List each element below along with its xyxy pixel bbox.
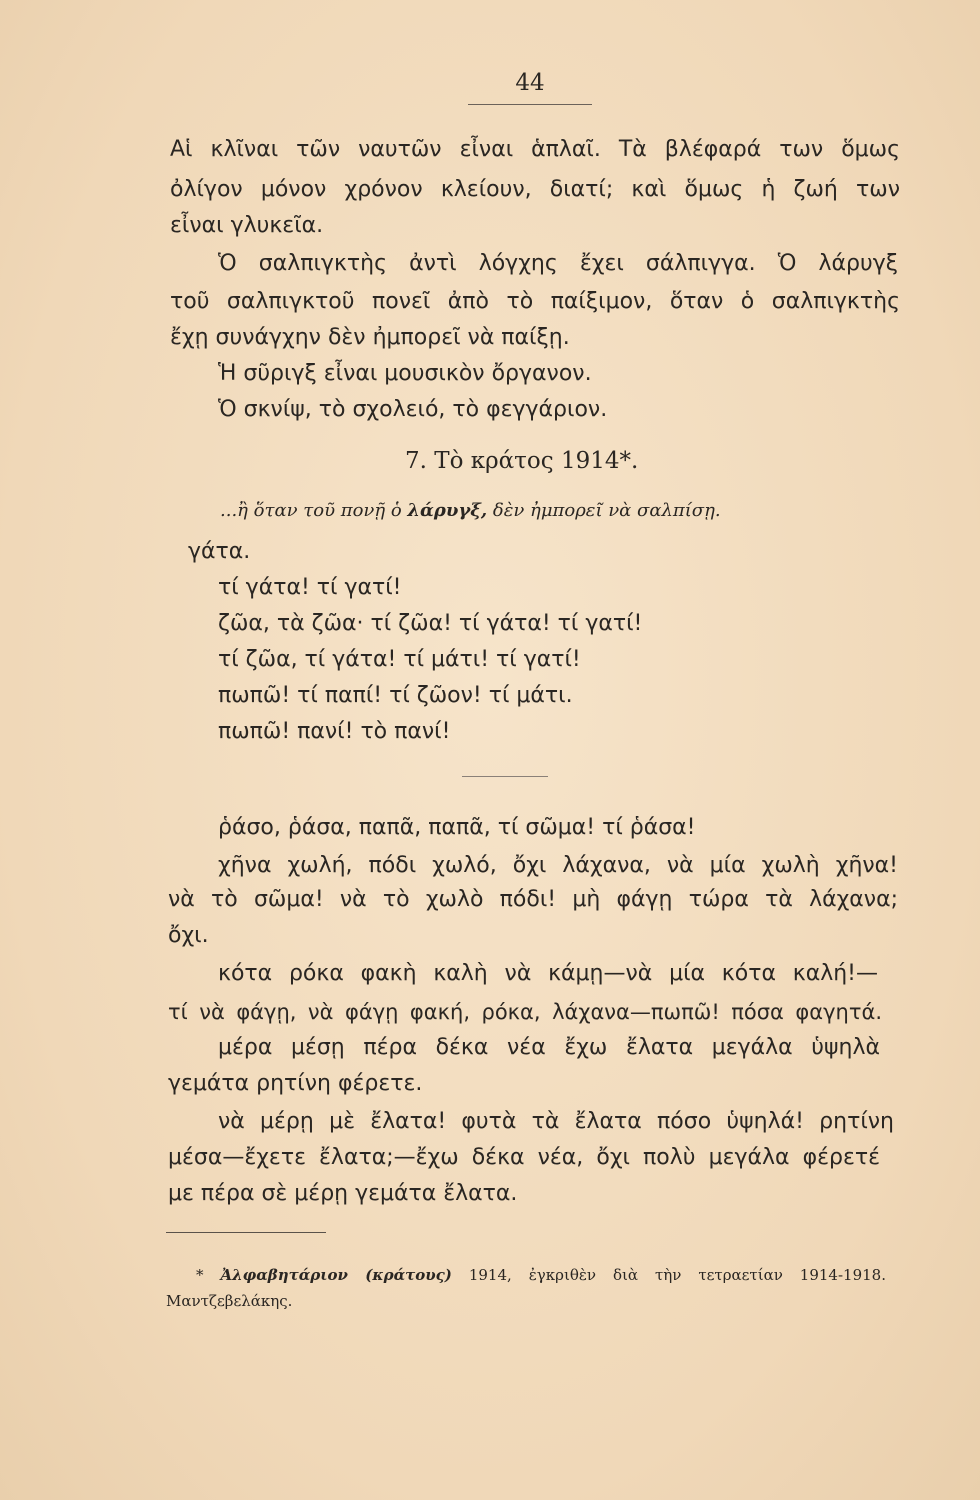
- section-heading: 7. Τὸ κράτος 1914*.: [405, 448, 639, 474]
- page-number: 44: [515, 70, 545, 96]
- stanza2-line1: ῥάσο, ῥάσα, παπᾶ, παπᾶ, τί σῶμα! τί ῥάσα!: [218, 815, 696, 840]
- paragraph2-line2: τοῦ σαλπιγκτοῦ πονεῖ ἀπὸ τὸ παίξιμον, ὅταν ὁ σαλπιγκτὴς: [170, 289, 900, 314]
- stanza2-line4: ὄχι.: [168, 923, 209, 948]
- paragraph1-line3: εἶναι γλυκεῖα.: [170, 213, 324, 238]
- footnote-marker: *: [196, 1266, 204, 1284]
- paragraph3: Ἡ σῦριγξ εἶναι μουσικὸν ὄργανον.: [218, 361, 592, 386]
- footnote: [166, 1262, 886, 1314]
- footnote-text1: 1914, ἐγκριθὲν διὰ τὴν τετραετίαν 1914-1918.: [451, 1266, 886, 1284]
- verse-line-5: πωπῶ! τί παπί! τί ζῶον! τί μάτι.: [218, 683, 573, 708]
- footnote-line1: [166, 1262, 886, 1288]
- footnote-line2: Μαντζεβελάκης.: [166, 1292, 293, 1310]
- stanza2-line5: κότα ρόκα φακὴ καλὴ νὰ κάμῃ—νὰ μία κότα καλή!—: [218, 961, 878, 986]
- stanza2-line2: χῆνα χωλή, πόδι χωλό, ὄχι λάχανα, νὰ μία χωλὴ χῆνα!: [218, 853, 898, 878]
- paragraph2-line3: ἔχῃ συνάγχην δὲν ἠμπορεῖ νὰ παίξῃ.: [170, 325, 570, 350]
- footnote-rule: [166, 1232, 326, 1233]
- stanza2-line8: γεμάτα ρητίνη φέρετε.: [168, 1071, 423, 1096]
- section-separator: [462, 776, 548, 777]
- paragraph2-line1: Ὁ σαλπιγκτὴς ἀντὶ λόγχης ἔχει σάλπιγγα. Ὁ λάρυγξ: [218, 251, 898, 276]
- stanza2-line6: τί νὰ φάγῃ, νὰ φάγῃ φακή, ρόκα, λάχανα—πωπῶ! πόσα φαγητά.: [168, 1000, 882, 1024]
- paragraph1-line1: Αἱ κλῖναι τῶν ναυτῶν εἶναι ἁπλαῖ. Τὰ βλέφαρά των ὅμως: [170, 137, 900, 162]
- paragraph4: Ὁ σκνίψ, τὸ σχολειό, τὸ φεγγάριον.: [218, 397, 608, 422]
- verse-line-6: πωπῶ! πανί! τὸ πανί!: [218, 719, 451, 744]
- footnote-bold: Ἀλφαβητάριον (κράτους): [220, 1266, 452, 1284]
- verse-line-2: τί γάτα! τί γατί!: [218, 575, 402, 600]
- epigraph-prefix: ...ἢ ὅταν τοῦ πονῇ ὁ: [220, 500, 408, 521]
- verse-line-4: τί ζῶα, τί γάτα! τί μάτι! τί γατί!: [218, 647, 581, 672]
- stanza2-line7: μέρα μέσῃ πέρα δέκα νέα ἔχω ἔλατα μεγάλα ὑψηλὰ: [218, 1035, 880, 1060]
- stanza2-line3: νὰ τὸ σῶμα! νὰ τὸ χωλὸ πόδι! μὴ φάγῃ τώρα τὰ λάχανα;: [168, 887, 898, 912]
- stanza2-line10: μέσα—ἔχετε ἔλατα;—ἔχω δέκα νέα, ὄχι πολὺ μεγάλα φέρετέ: [168, 1145, 880, 1170]
- epigraph: [220, 500, 840, 521]
- epigraph-suffix: δὲν ἠμπορεῖ νὰ σαλπίσῃ.: [487, 500, 721, 521]
- verse-line-3: ζῶα, τὰ ζῶα· τί ζῶα! τί γάτα! τί γατί!: [218, 611, 643, 636]
- stanza2-line11: με πέρα σὲ μέρῃ γεμάτα ἔλατα.: [168, 1181, 518, 1206]
- epigraph-bold: λάρυγξ,: [407, 500, 488, 521]
- verse-line-1: γάτα.: [188, 539, 251, 564]
- page-number-rule: [468, 104, 592, 105]
- paragraph1-line2: ὀλίγον μόνον χρόνον κλείουν, διατί; καὶ ὅμως ἡ ζωή των: [170, 177, 900, 202]
- stanza2-line9: νὰ μέρῃ μὲ ἔλατα! φυτὰ τὰ ἔλατα πόσο ὑψηλά! ρητίνη: [218, 1109, 894, 1134]
